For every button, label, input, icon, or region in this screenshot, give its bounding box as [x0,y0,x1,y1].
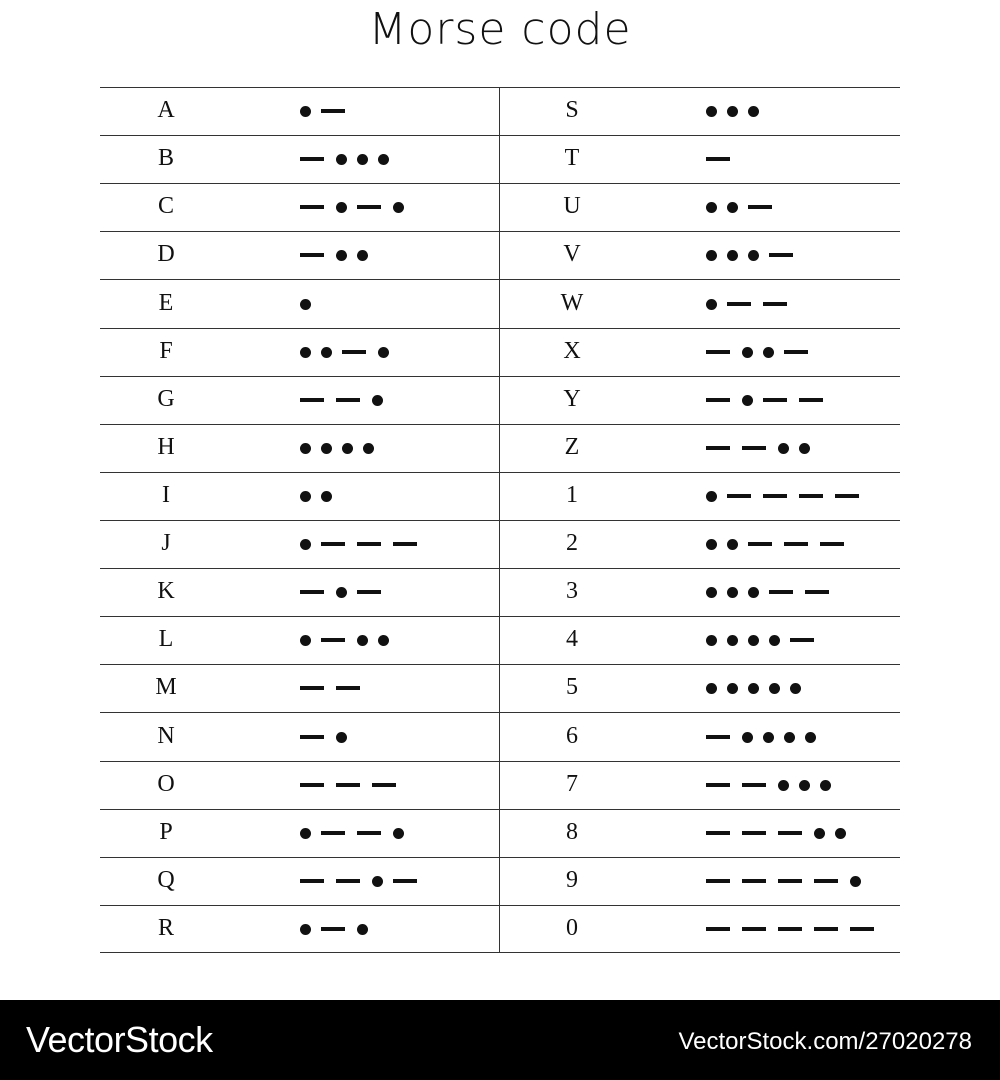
morse-symbol: V [563,241,581,267]
footer-bar [0,1000,1000,1080]
row-rule [100,905,900,906]
dot-mark [742,395,753,406]
morse-code-sequence [300,250,378,260]
dash-mark [321,831,345,835]
morse-symbol: O [157,771,175,797]
dash-mark [799,398,823,402]
row-rule [100,183,900,184]
dot-mark [300,299,311,310]
morse-symbol: E [158,290,174,316]
dot-mark [805,732,816,743]
dot-mark [748,106,759,117]
morse-code-sequence [706,780,841,790]
morse-code-sequence [300,876,429,886]
dash-mark [706,446,730,450]
dot-mark [321,443,332,454]
dash-mark [300,157,324,161]
dash-mark [706,735,730,739]
morse-code-sequence [706,347,820,357]
row-rule [100,568,900,569]
dot-mark [336,732,347,743]
dot-mark [763,732,774,743]
morse-code-sequence [706,491,871,501]
morse-symbol: 9 [566,867,578,893]
dot-mark [300,635,311,646]
morse-code-sequence [300,539,429,549]
dot-mark [300,491,311,502]
dash-mark [769,253,793,257]
dash-mark [300,735,324,739]
row-rule [100,424,900,425]
dot-mark [799,780,810,791]
dot-mark [300,924,311,935]
row-rule [100,809,900,810]
morse-symbol: N [157,723,175,749]
morse-code-sequence [706,587,841,597]
dot-mark [748,250,759,261]
morse-symbol: 1 [566,482,578,508]
morse-code-sequence [300,106,357,116]
dot-mark [778,443,789,454]
dash-mark [300,205,324,209]
morse-symbol: 2 [566,530,578,556]
dot-mark [790,683,801,694]
morse-symbol: 6 [566,723,578,749]
row-rule [100,376,900,377]
dash-mark [763,398,787,402]
dash-mark [727,302,751,306]
dash-mark [814,879,838,883]
dash-mark [784,542,808,546]
dash-mark [357,590,381,594]
morse-code-sequence [706,395,835,405]
dash-mark [805,590,829,594]
dot-mark [727,635,738,646]
morse-symbol: 4 [566,626,578,652]
dot-mark [300,106,311,117]
morse-code-sequence [300,683,372,693]
morse-symbol: 0 [566,915,578,941]
dot-mark [769,683,780,694]
dot-mark [357,924,368,935]
dash-mark [393,542,417,546]
morse-symbol: Z [564,434,580,460]
row-rule [100,761,900,762]
dash-mark [336,398,360,402]
morse-symbol: D [157,241,175,267]
dash-mark [321,109,345,113]
morse-symbol: M [155,674,177,700]
dot-mark [706,635,717,646]
dot-mark [378,347,389,358]
morse-symbol: 3 [566,578,578,604]
dot-mark [748,683,759,694]
morse-code-sequence [706,876,871,886]
morse-code-sequence [706,635,826,645]
dot-mark [706,106,717,117]
dot-mark [357,635,368,646]
row-rule [100,279,900,280]
morse-code-chart [100,87,900,953]
morse-code-sequence [300,395,393,405]
morse-symbol: P [159,819,173,845]
dash-mark [706,927,730,931]
dash-mark [706,398,730,402]
dash-mark [321,927,345,931]
dot-mark [378,635,389,646]
morse-symbol: S [565,97,579,123]
table-bottom-rule [100,952,900,953]
dash-mark [742,927,766,931]
dash-mark [336,686,360,690]
morse-code-sequence [706,299,799,309]
dash-mark [835,494,859,498]
dot-mark [784,732,795,743]
dash-mark [778,927,802,931]
morse-code-sequence [300,491,342,501]
morse-symbol: X [563,338,581,364]
morse-code-sequence [300,924,378,934]
dot-mark [321,347,332,358]
dot-mark [742,347,753,358]
morse-symbol: A [157,97,175,123]
dash-mark [742,783,766,787]
morse-code-sequence [300,443,384,453]
dash-mark [342,350,366,354]
morse-symbol: W [560,290,584,316]
dash-mark [372,783,396,787]
dot-mark [393,828,404,839]
morse-symbol: I [162,482,170,508]
dot-mark [706,683,717,694]
dot-mark [727,683,738,694]
dash-mark [300,590,324,594]
dot-mark [393,202,404,213]
dash-mark [748,542,772,546]
dot-mark [706,250,717,261]
morse-code-sequence [706,443,820,453]
dot-mark [300,828,311,839]
morse-symbol: H [157,434,175,460]
dot-mark [342,443,353,454]
brand-name: VectorStock [26,1019,213,1060]
dash-mark [727,494,751,498]
morse-symbol: J [161,530,171,556]
dot-mark [336,587,347,598]
morse-code-sequence [300,635,399,645]
dash-mark [336,783,360,787]
dot-mark [336,154,347,165]
dot-mark [727,587,738,598]
morse-code-sequence [706,924,886,934]
dash-mark [357,542,381,546]
dash-mark [778,879,802,883]
dash-mark [300,783,324,787]
dash-mark [706,350,730,354]
morse-symbol: Q [157,867,175,893]
dot-mark [706,202,717,213]
morse-symbol: F [159,338,173,364]
dot-mark [321,491,332,502]
dot-mark [748,587,759,598]
morse-code-sequence [706,539,856,549]
table-top-rule [100,87,900,88]
dot-mark [820,780,831,791]
dot-mark [742,732,753,743]
morse-code-sequence [300,780,408,790]
dash-mark [799,494,823,498]
image-url: VectorStock.com/27020278 [678,1028,972,1055]
dot-mark [706,299,717,310]
dot-mark [336,250,347,261]
morse-symbol: 7 [566,771,578,797]
dot-mark [357,154,368,165]
morse-code-sequence [300,587,393,597]
row-rule [100,328,900,329]
dash-mark [742,831,766,835]
brand-logo [26,1019,213,1061]
morse-code-sequence [300,299,321,309]
dot-mark [706,491,717,502]
morse-code-sequence [706,683,811,693]
dot-mark [763,347,774,358]
dot-mark [706,587,717,598]
dash-mark [763,302,787,306]
row-rule [100,135,900,136]
morse-code-sequence [706,828,856,838]
dash-mark [321,542,345,546]
row-rule [100,231,900,232]
dot-mark [727,539,738,550]
morse-symbol: B [157,145,174,171]
morse-code-sequence [706,106,769,116]
dash-mark [300,879,324,883]
dash-mark [742,879,766,883]
dot-mark [727,202,738,213]
morse-symbol: T [564,145,580,171]
dot-mark [814,828,825,839]
dot-mark [748,635,759,646]
morse-code-sequence [300,202,414,212]
dot-mark [357,250,368,261]
dash-mark [357,205,381,209]
morse-symbol: C [157,193,174,219]
morse-code-sequence [706,202,784,212]
morse-symbol: R [157,915,174,941]
dot-mark [835,828,846,839]
dash-mark [763,494,787,498]
morse-code-sequence [706,732,826,742]
dot-mark [727,106,738,117]
dash-mark [850,927,874,931]
dot-mark [850,876,861,887]
morse-symbol: G [157,386,175,412]
morse-symbol: L [158,626,174,652]
morse-symbol: Y [563,386,581,412]
dash-mark [790,638,814,642]
dot-mark [372,395,383,406]
morse-symbol: K [157,578,175,604]
dash-mark [748,205,772,209]
dash-mark [300,398,324,402]
morse-code-sequence [706,250,805,260]
dash-mark [300,253,324,257]
dot-mark [778,780,789,791]
row-rule [100,712,900,713]
row-rule [100,857,900,858]
dot-mark [300,443,311,454]
dash-mark [706,879,730,883]
dot-mark [300,347,311,358]
morse-symbol: U [563,193,581,219]
dot-mark [336,202,347,213]
row-rule [100,472,900,473]
row-rule [100,520,900,521]
dash-mark [769,590,793,594]
morse-code-sequence [706,154,742,164]
dash-mark [706,783,730,787]
morse-code-sequence [300,347,399,357]
dot-mark [769,635,780,646]
dash-mark [784,350,808,354]
dash-mark [357,831,381,835]
morse-code-sequence [300,828,414,838]
page-title: Morse code [368,4,632,55]
dot-mark [727,250,738,261]
dash-mark [300,686,324,690]
dot-mark [363,443,374,454]
dot-mark [378,154,389,165]
dash-mark [393,879,417,883]
dot-mark [300,539,311,550]
morse-code-sequence [300,732,357,742]
dash-mark [706,831,730,835]
dash-mark [336,879,360,883]
dot-mark [799,443,810,454]
row-rule [100,664,900,665]
row-rule [100,616,900,617]
dot-mark [706,539,717,550]
dash-mark [778,831,802,835]
morse-symbol: 5 [566,674,578,700]
dot-mark [372,876,383,887]
dash-mark [742,446,766,450]
dash-mark [321,638,345,642]
dash-mark [820,542,844,546]
dash-mark [706,157,730,161]
dash-mark [814,927,838,931]
morse-symbol: 8 [566,819,578,845]
morse-code-sequence [300,154,399,164]
